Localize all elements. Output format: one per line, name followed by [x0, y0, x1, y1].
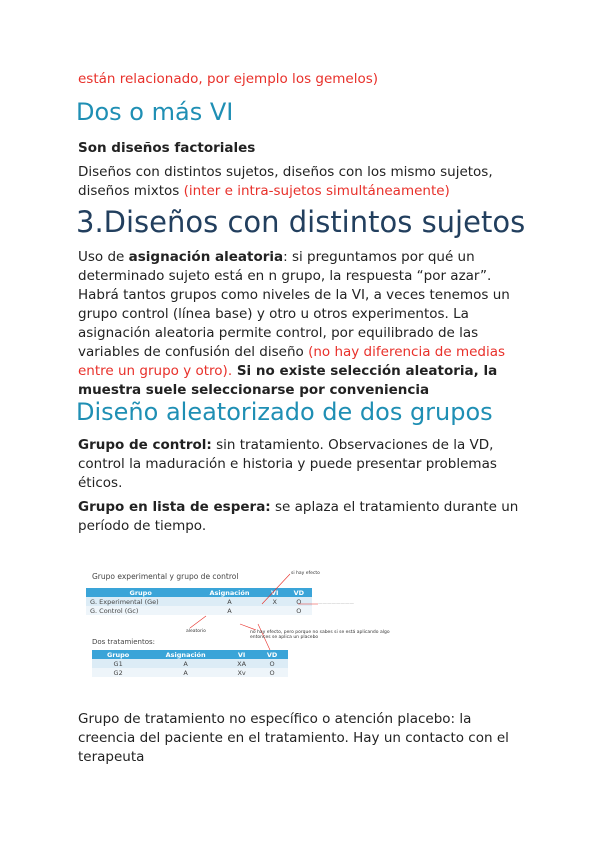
table1-header: Grupo: [86, 588, 195, 597]
waitlist-label: Grupo en lista de espera:: [78, 499, 271, 515]
table-cell: G. Experimental (Ge): [86, 597, 195, 606]
paragraph-grupo-control: [78, 436, 528, 493]
text-red: (no hay diferencia de medias entre un grupo y otro).: [78, 344, 506, 379]
arrow-line: [190, 616, 206, 628]
annotation-effect: si hay efecto: [291, 571, 320, 576]
control-text: sin tratamiento. Observaciones de la VD, control la maduración e historia y puede presentar problemas éticos.: [78, 437, 497, 491]
paragraph-disenos: [78, 163, 528, 201]
annotation-right: ————————: [318, 602, 354, 607]
table-cell: A: [144, 668, 227, 677]
table-cell: O: [256, 668, 288, 677]
table-cell: G2: [92, 668, 144, 677]
waitlist-text: se aplaza el tratamiento durante un período de tiempo.: [78, 499, 519, 534]
table-cell: A: [195, 606, 263, 615]
table2-header: Grupo: [92, 650, 144, 659]
annotation-no-effect: no hay efecto, pero porque no sabes si se está aplicando algo entonces se aplica un placebo: [250, 630, 390, 640]
table1-header: Asignación: [195, 588, 263, 597]
embedded-figure: [86, 566, 426, 692]
heading-dos-o-mas-vi: Dos o más VI: [76, 98, 234, 126]
text-disenos-red: (inter e intra-sujetos simultáneamente): [183, 183, 450, 199]
figure-subtitle: Dos tratamientos:: [92, 638, 156, 646]
text-bold-end: Si no existe selección aleatoria, la muestra suele seleccionarse por conveniencia: [78, 363, 498, 398]
table-cell: A: [195, 597, 263, 606]
table2-header: VI: [227, 650, 256, 659]
text-disenos: Diseños con distintos sujetos, diseños con los mismo sujetos, diseños mixtos: [78, 164, 493, 199]
paragraph-asignacion: [78, 248, 528, 400]
text-b: : si preguntamos por qué un determinado sujeto está en n grupo, la respuesta “por azar”. Habrá tantos grupos como niveles de la VI, a veces tenemos un grupo control (línea base) y otro u otros experimentos. La asignación aleatoria permite control, por equilibrado de las variables de confusión del diseño: [78, 249, 510, 360]
intro-red-text: están relacionado, por ejemplo los gemelos): [78, 71, 379, 87]
control-label: Grupo de control:: [78, 437, 212, 453]
table-cell: Xv: [227, 668, 256, 677]
table-cell: A: [144, 659, 227, 668]
table2-header: Asignación: [144, 650, 227, 659]
table-cell: XA: [227, 659, 256, 668]
table-cell: O: [256, 659, 288, 668]
table-cell: G1: [92, 659, 144, 668]
subtitle-factoriales: Son diseños factoriales: [78, 140, 256, 156]
figure-title: Grupo experimental y grupo de control: [92, 572, 239, 581]
table-cell: X: [264, 597, 286, 606]
table-cell: G. Control (Gc): [86, 606, 195, 615]
table1-header: VI: [264, 588, 286, 597]
annotation-assign: aleatorio: [186, 629, 206, 634]
paragraph-lista-espera: [78, 498, 528, 536]
paragraph-placebo: Grupo de tratamiento no específico o atención placebo: la creencia del paciente en el tratamiento. Hay un contacto con el terapeuta: [78, 711, 509, 765]
heading-aleatorizado: Diseño aleatorizado de dos grupos: [76, 398, 493, 426]
text-bold: asignación aleatoria: [128, 249, 284, 265]
table1-header: VD: [286, 588, 312, 597]
table2-header: VD: [256, 650, 288, 659]
annotation-arrows: [86, 566, 426, 692]
text-a: Uso de: [78, 249, 129, 265]
heading-distintos-sujetos: 3.Diseños con distintos sujetos: [76, 205, 526, 239]
arrow-line: [262, 574, 290, 604]
table-cell: O: [286, 597, 312, 606]
table-cell: O: [286, 606, 312, 615]
